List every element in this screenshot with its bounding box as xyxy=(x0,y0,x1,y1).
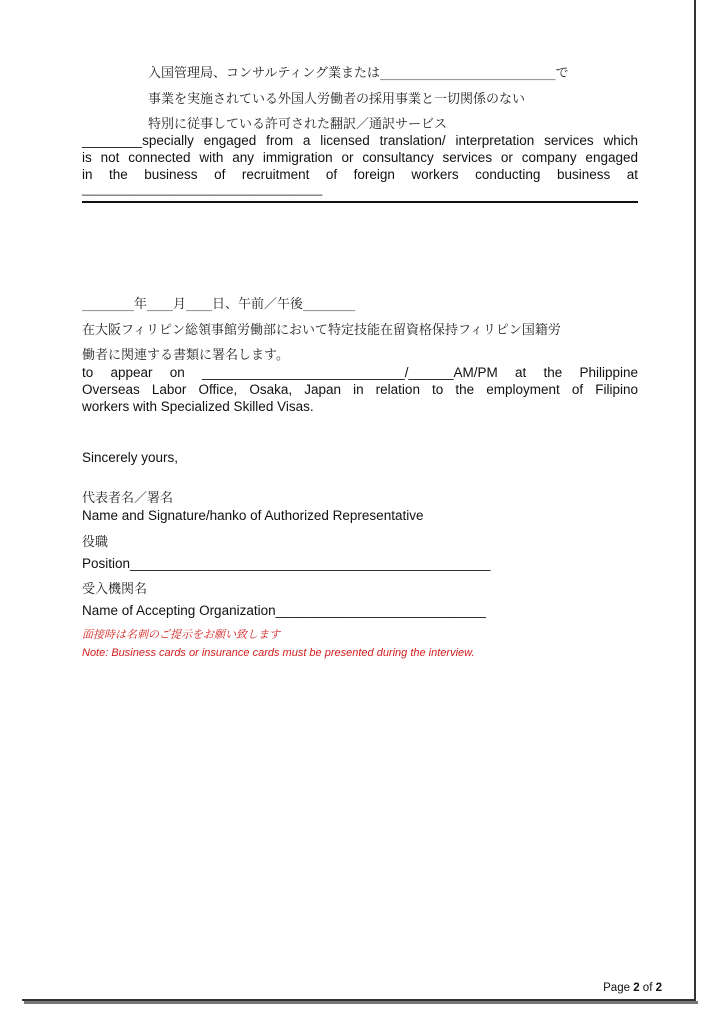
closing-text: Sincerely yours, xyxy=(82,450,179,465)
header-en-line-1: ________specially engaged from a licensed translation/ interpretation services which xyxy=(82,133,638,148)
appointment-en-line-2: Overseas Labor Office, Osaka, Japan in relation to the employment of Filipino xyxy=(82,382,638,397)
header-jp-line-3: 特別に従事している許可された翻訳／通訳サービス xyxy=(148,117,448,132)
signature-en-name-label: Name and Signature/hanko of Authorized Representative xyxy=(82,508,424,523)
signature-jp-position-label: 役職 xyxy=(82,535,109,550)
header-jp-line-1: 入国管理局、コンサルティング業または___________________________で xyxy=(148,66,569,81)
page-current: 2 xyxy=(633,982,640,994)
appointment-en-line-3: workers with Specialized Skilled Visas. xyxy=(82,399,314,414)
header-underline xyxy=(82,201,638,203)
page-prefix: Page xyxy=(603,982,634,994)
header-en-line-3: in the business of recruitment of foreign workers conducting business at xyxy=(82,167,638,182)
page-number xyxy=(603,982,662,994)
page-shadow xyxy=(24,1001,698,1004)
page-total: 2 xyxy=(655,982,662,994)
header-en-line-2: is not connected with any immigration or consultancy services or company engaged xyxy=(82,150,638,165)
signature-en-org-line: Name of Accepting Organization____________________________ xyxy=(82,603,486,618)
header-jp-line-2: 事業を実施されている外国人労働者の採用事業と一切関係のない xyxy=(148,92,526,107)
appointment-en-line-1: to appear on ___________________________/______AM/PM at the Philippine xyxy=(82,365,638,380)
signature-jp-org-label: 受入機関名 xyxy=(82,582,148,597)
page-of: of xyxy=(639,982,656,994)
header-en-line-4: ____________________________________ xyxy=(82,182,323,196)
note-jp: 面接時は名刺のご提示をお願い致します xyxy=(82,628,280,641)
appointment-jp-line-2: 働者に関連する書類に署名します。 xyxy=(82,348,289,363)
note-en: Note: Business cards or insurance cards must be presented during the interview. xyxy=(82,647,475,659)
signature-jp-name-label: 代表者名／署名 xyxy=(82,491,174,506)
signature-en-position-line: Position________________________________________________ xyxy=(82,556,491,571)
appointment-jp-date: ________年____月____日、午前／午後________ xyxy=(82,297,356,312)
appointment-jp-line-1: 在大阪フィリピン総領事館労働部において特定技能在留資格保持フィリピン国籍労 xyxy=(82,323,561,338)
